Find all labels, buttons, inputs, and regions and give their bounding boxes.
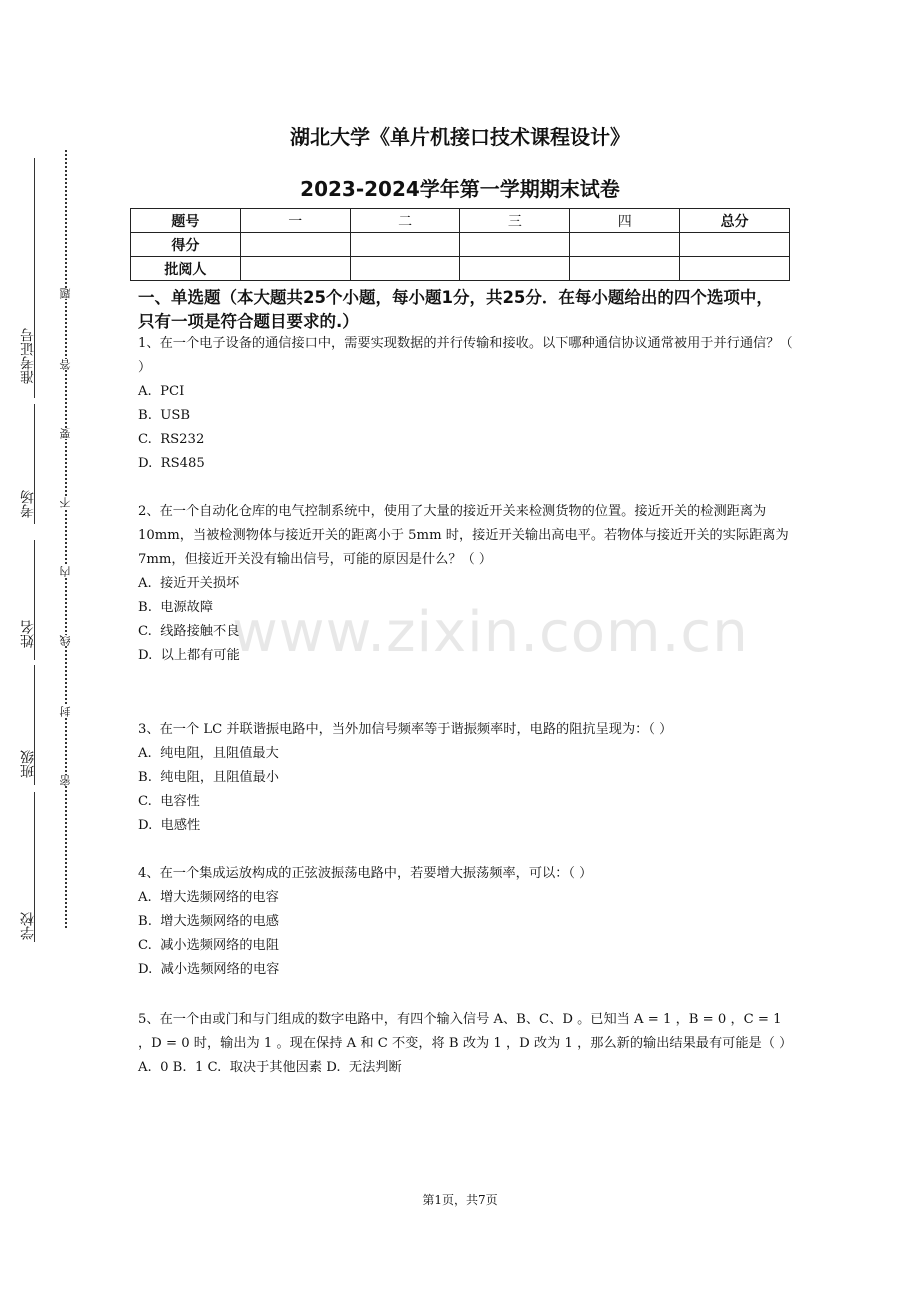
option[interactable]: C. 电容性 (138, 794, 200, 809)
seal-char: 不 (59, 497, 72, 508)
question-3 (138, 718, 798, 838)
section-heading: 一、单选题（本大题共25个小题，每小题1分，共25分．在每小题给出的四个选项中，只有一项是符合题目要求的.） (138, 288, 773, 331)
option[interactable]: B. 电源故障 (138, 600, 214, 615)
field-school-line (34, 792, 35, 942)
option[interactable]: D. RS485 (138, 456, 205, 471)
option[interactable]: D. 电感性 (138, 818, 201, 833)
question-stem: 1、在一个电子设备的通信接口中，需要实现数据的并行传输和接收。以下哪种通信协议通常被用于并行通信？（ ） (138, 336, 793, 375)
question-1 (138, 332, 798, 476)
seal-char: 封 (59, 706, 72, 717)
option[interactable]: A. 接近开关损坏 (138, 576, 240, 591)
question-stem: 5、在一个由或门和与门组成的数字电路中，有四个输入信号 A、B、C、D 。已知当 A = 1 ，B = 0 ，C = 1 ，D = 0 时，输出为 1 。现在保持 A 和 C 不变，将 B 改为 1 ，D 改为 1 ，那么新的输出结果最有可能是（ ） (138, 1012, 793, 1051)
page-number-footer: 第1页，共7页 (422, 1193, 498, 1207)
seal-char: 内 (59, 566, 72, 577)
option[interactable]: B. 纯电阻，且阻值最小 (138, 770, 279, 785)
option[interactable]: A. 增大选频网络的电容 (138, 890, 279, 905)
option[interactable]: A. 纯电阻，且阻值最大 (138, 746, 279, 761)
header-cell: 二 (350, 209, 460, 233)
seal-char: 密 (59, 775, 72, 786)
header-cell: 总分 (680, 209, 790, 233)
grader-cell[interactable] (680, 257, 790, 281)
header-cell: 一 (240, 209, 350, 233)
seal-char: 答 (59, 359, 72, 370)
header-cell: 题号 (131, 209, 241, 233)
watermark: www.zixin.com.cn (232, 600, 749, 665)
binding-dotted-line (65, 150, 67, 928)
seal-char: 要 (59, 428, 72, 439)
score-table (130, 208, 790, 281)
field-name-line (34, 540, 35, 660)
grader-cell[interactable] (570, 257, 680, 281)
option[interactable]: C. RS232 (138, 432, 205, 447)
field-school-label: 学校 (20, 912, 36, 940)
score-cell[interactable] (570, 233, 680, 257)
option[interactable]: D. 减小选频网络的电容 (138, 962, 280, 977)
grader-row (131, 257, 790, 281)
option[interactable]: C. 减小选频网络的电阻 (138, 938, 279, 953)
seal-char: 线 (59, 635, 72, 646)
score-cell[interactable] (460, 233, 570, 257)
option[interactable]: C. 线路接触不良 (138, 624, 240, 639)
field-class-label: 班级 (20, 750, 36, 778)
question-stem: 3、在一个 LC 并联谐振电路中，当外加信号频率等于谐振频率时，电路的阻抗呈现为：（ ） (138, 722, 673, 737)
row-label: 批阅人 (131, 257, 241, 281)
exam-subtitle: 2023-2024学年第一学期期末试卷 (300, 177, 620, 201)
score-cell[interactable] (350, 233, 460, 257)
option[interactable]: B. USB (138, 408, 191, 423)
question-stem: 2、在一个自动化仓库的电气控制系统中，使用了大量的接近开关来检测货物的位置。接近开关的检测距离为 10mm，当被检测物体与接近开关的距离小于 5mm 时，接近开关输出高电平。若物体与接近开关的实际距离为 7mm，但接近开关没有输出信号，可能的原因是什么？（ ） (138, 504, 789, 567)
option[interactable]: A. PCI (138, 384, 185, 399)
field-exam-number-label: 准考证号 (20, 328, 36, 384)
row-label: 得分 (131, 233, 241, 257)
header-cell: 三 (460, 209, 570, 233)
question-4 (138, 862, 798, 982)
seal-char: 题 (59, 288, 72, 299)
grader-cell[interactable] (350, 257, 460, 281)
header-cell: 四 (570, 209, 680, 233)
field-exam-room-line (34, 404, 35, 524)
field-name-label: 姓名 (20, 620, 36, 648)
exam-title: 湖北大学《单片机接口技术课程设计》 (290, 125, 630, 149)
field-class-line (34, 665, 35, 785)
score-cell[interactable] (680, 233, 790, 257)
question-stem: 4、在一个集成运放构成的正弦波振荡电路中，若要增大振荡频率，可以：（ ） (138, 866, 593, 881)
options-inline[interactable]: A. 0 B. 1 C. 取决于其他因素 D. 无法判断 (138, 1060, 402, 1075)
field-exam-room-label: 考场 (20, 490, 36, 518)
option[interactable]: B. 增大选频网络的电感 (138, 914, 279, 929)
grader-cell[interactable] (240, 257, 350, 281)
option[interactable]: D. 以上都有可能 (138, 648, 240, 663)
grader-cell[interactable] (460, 257, 570, 281)
score-cell[interactable] (240, 233, 350, 257)
question-5 (138, 1008, 798, 1080)
score-table-header-row (131, 209, 790, 233)
score-row (131, 233, 790, 257)
